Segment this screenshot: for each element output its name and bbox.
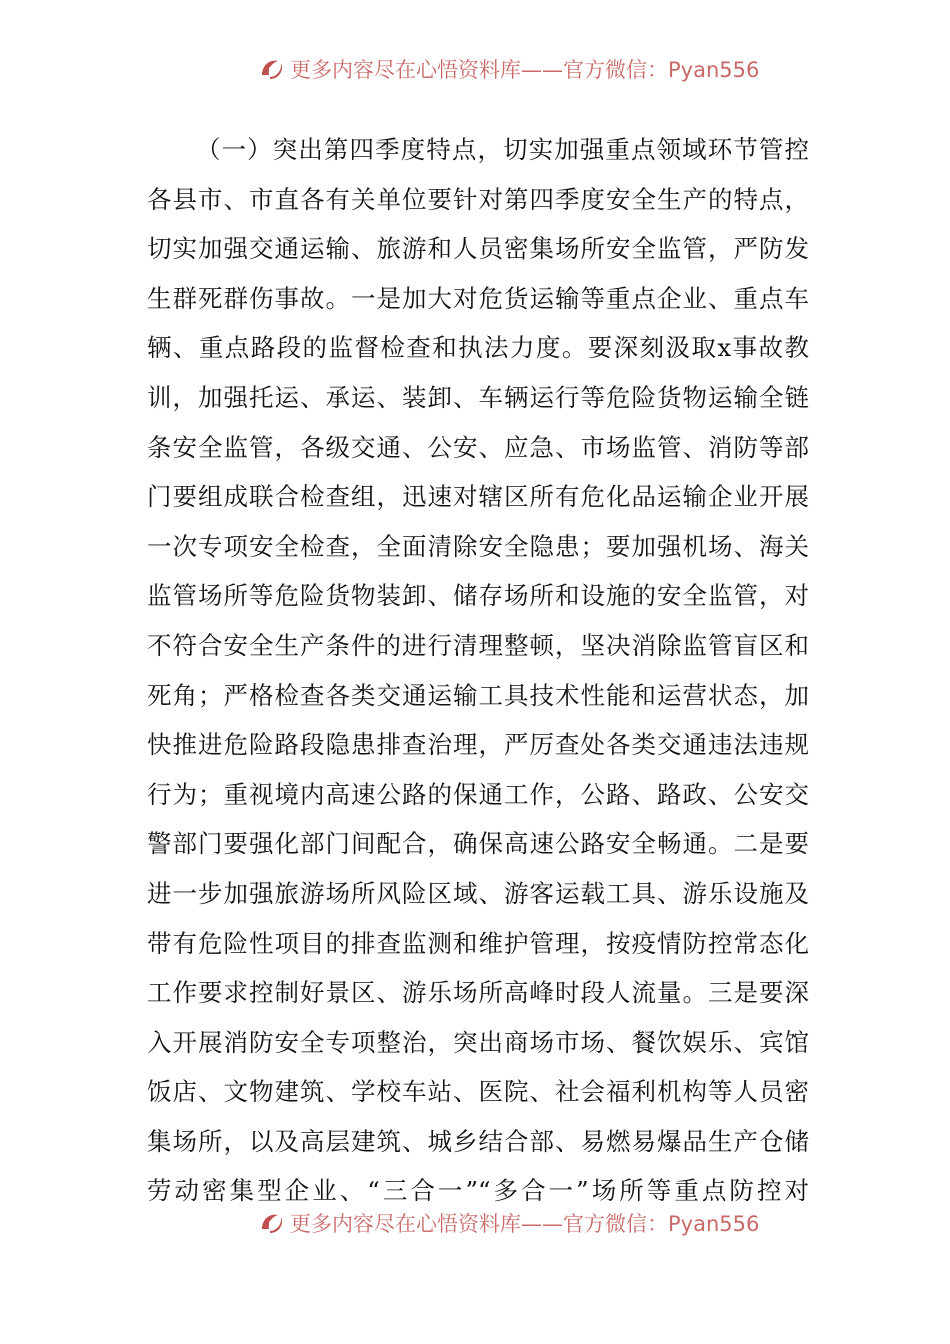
paragraph-line: 条安全监管，各级交通、公安、应急、市场监管、消防等部 xyxy=(147,432,809,462)
paragraph-line: 饭店、文物建筑、学校车站、医院、社会福利机构等人员密 xyxy=(147,1077,809,1107)
footer-watermark xyxy=(258,1208,759,1238)
document-paragraph xyxy=(147,125,809,1216)
paragraph-line: 门要组成联合检查组，迅速对辖区所有危化品运输企业开展 xyxy=(147,482,809,512)
paragraph-line: 死角；严格检查各类交通运输工具技术性能和运营状态，加 xyxy=(147,680,809,710)
paragraph-line: 一次专项安全检查，全面清除安全隐患；要加强机场、海关 xyxy=(147,531,809,561)
paragraph-line: 集场所，以及高层建筑、城乡结合部、易燃易爆品生产仓储 xyxy=(147,1126,809,1156)
paragraph-line: 警部门要强化部门间配合，确保高速公路安全畅通。二是要 xyxy=(147,829,809,859)
paragraph-line: 行为；重视境内高速公路的保通工作，公路、路政、公安交 xyxy=(147,779,809,809)
paragraph-line: 入开展消防安全专项整治，突出商场市场、餐饮娱乐、宾馆 xyxy=(147,1027,809,1057)
paragraph-line: 监管场所等危险货物装卸、储存场所和设施的安全监管，对 xyxy=(147,581,809,611)
paragraph-line: 训，加强托运、承运、装卸、车辆运行等危险货物运输全链 xyxy=(147,382,809,412)
header-watermark xyxy=(258,54,759,84)
paragraph-line: 快推进危险路段隐患排查治理，严厉查处各类交通违法违规 xyxy=(147,730,809,760)
paragraph-line: 带有危险性项目的排查监测和维护管理，按疫情防控常态化 xyxy=(147,928,809,958)
brand-logo-icon xyxy=(258,55,286,83)
paragraph-line: 进一步加强旅游场所风险区域、游客运载工具、游乐设施及 xyxy=(147,878,809,908)
paragraph-line: 工作要求控制好景区、游乐场所高峰时段人流量。三是要深 xyxy=(147,978,809,1008)
paragraph-line: 生群死群伤事故。一是加大对危货运输等重点企业、重点车 xyxy=(147,283,809,313)
paragraph-line: 劳动密集型企业、“三合一”“多合一”场所等重点防控对 xyxy=(147,1176,809,1206)
brand-logo-icon xyxy=(258,1209,286,1237)
watermark-text: 更多内容尽在心悟资料库——官方微信：Pyan556 xyxy=(290,1212,760,1236)
paragraph-line: 切实加强交通运输、旅游和人员密集场所安全监管，严防发 xyxy=(147,234,809,264)
paragraph-line: 不符合安全生产条件的进行清理整顿，坚决消除监管盲区和 xyxy=(147,630,809,660)
paragraph-line: 辆、重点路段的监督检查和执法力度。要深刻汲取x事故教 xyxy=(147,333,809,363)
watermark-text: 更多内容尽在心悟资料库——官方微信：Pyan556 xyxy=(290,58,760,82)
paragraph-line: （一）突出第四季度特点，切实加强重点领域环节管控 xyxy=(196,135,809,164)
paragraph-line: 各县市、市直各有关单位要针对第四季度安全生产的特点， xyxy=(147,184,809,214)
